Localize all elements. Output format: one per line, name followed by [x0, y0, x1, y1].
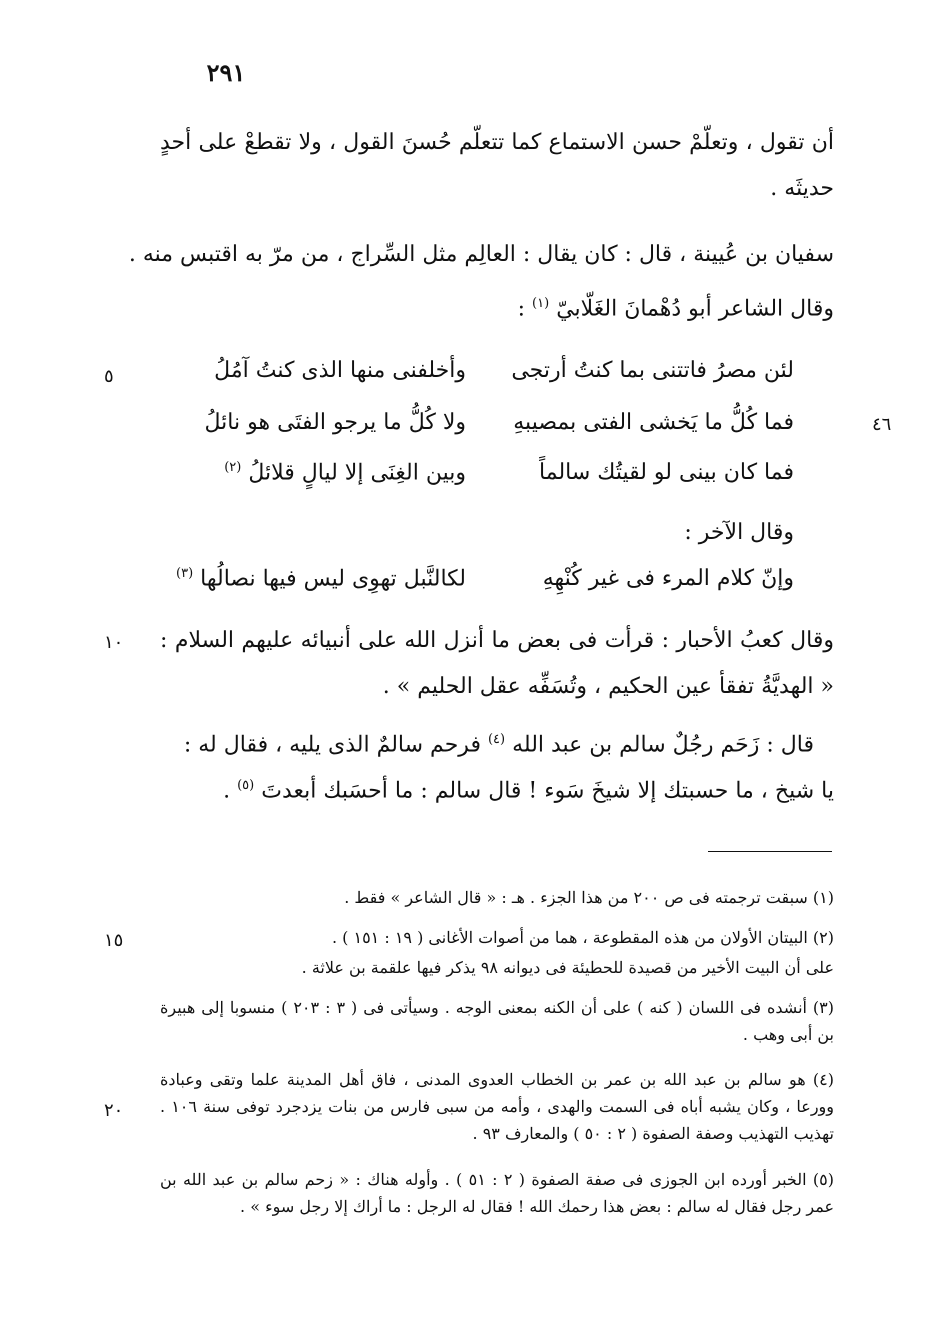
poet-intro-text: وقال الشاعر أبو دُهْمانَ الغَلّابيّ [556, 296, 834, 322]
paragraph-4-end: . [223, 778, 231, 804]
verse-3-left [224, 460, 466, 485]
verse-3-right: فما كان بينى لو لقيتُك سالماً [539, 460, 794, 485]
footnote-ref: (١) [532, 296, 550, 311]
verse-2-left: ولا كُلُّ ما يرجو الفتَى هو نائلُ [204, 410, 466, 435]
footnote-4: (٤) هو سالم بن عبد الله بن عمر بن الخطاب العدوى المدنى ، فاق أهل المدينة علما وتقى وعبادة وورعا ، وكان يشبه أباه فى السمت والهدى ، وأمه من سبى فارس من بنات يزدجرد توفى سنة ١٠٦ . تهذيب التهذيب وصفة الصفوة ( ٢ : ٥٠ ) والمعارف ٩٣ . [160, 1070, 835, 1143]
footnote-1: (١) سبقت ترجمته فى ص ٢٠٠ من هذا الجزء . هـ : « قال الشاعر » فقط . [344, 888, 834, 907]
paragraph-4-text-c: يا شيخ ، ما حسبتك إلا شيخَ سَوء ! قال سالم : ما أحسَبك أبعدتَ [261, 778, 834, 804]
verse-4-left [176, 566, 466, 591]
verse-4-right: وإنّ كلام المرء فى غير كُنْهِهِ [542, 566, 794, 591]
paragraph-4-line-2 [223, 778, 834, 803]
margin-line-number: ٢٠ [104, 1100, 124, 1121]
footnote-divider [708, 851, 832, 852]
poet-intro-2: وقال الآخر : [684, 520, 794, 545]
paragraph-2: سفيان بن عُيينة ، قال : كان يقال : العالِم مثل السِّراج ، من مرّ به اقتبس منه . [128, 242, 834, 267]
verse-1-left: وأخلفنى منها الذى كنتُ آمُلُ [214, 358, 466, 383]
footnote-ref: (٤) [487, 732, 506, 747]
verse-1-right: لئن مصرُ فاتتنى بما كنتُ أرتجى [511, 358, 794, 383]
poet-intro-1 [518, 296, 834, 321]
paragraph-4-text-a: قال : زَحَم رجُلٌ سالم بن عبد الله [512, 732, 814, 758]
footnote-2-continued: على أن البيت الأخير من قصيدة للحطيئة فى ديوانه ٩٨ يذكر فيها علقمة بن علاثة . [301, 958, 834, 977]
paragraph-1: أن تقول ، وتعلّمْ حسن الاستماع كما تتعلّم حُسنَ القول ، ولا تقطعْ على أحدٍ حديثَه . [160, 130, 834, 201]
verse-4-left-text: لكالنَّبل تهوِى ليس فيها نصالُها [200, 566, 466, 592]
margin-line-number: ١٥ [104, 930, 124, 951]
verse-3-left-text: وبين الغِنَى إلا ليالٍ قلائلُ [248, 460, 466, 486]
footnote-3: (٣) أنشده فى اللسان ( كنه ) على أن الكنه بمعنى الوجه . وسيأتى فى ( ٣ : ٢٠٣ ) منسوبا إلى هبيرة بن أبى وهب . [160, 998, 835, 1044]
margin-line-number: ٥ [104, 366, 114, 387]
verse-2-right: فما كُلُّ ما يَخشى الفتى بمصيبهِ [513, 410, 794, 435]
footnote-ref: (٢) [224, 460, 242, 475]
paragraph-4-text-b: فرحم سالمٌ الذى يليه ، فقال له : [183, 732, 481, 758]
footnote-ref: (٥) [237, 778, 255, 793]
footnote-5: (٥) الخبر أورده ابن الجوزى فى صفة الصفوة ( ٢ : ٥١ ) . وأوله هناك : « زحم سالم بن عبد الله بن عمر رجل فقال له سالم : بعض هذا رحمك الله ! فقال له الرجل : ما أراك إلا رجل سوء » . [160, 1170, 835, 1216]
paragraph-3: وقال كعبُ الأحبار : قرأت فى بعض ما أنزل الله على أنبيائه عليهم السلام : « الهديَّةُ تفقأ عين الحكيم ، وتُسَفِّه عقل الحليم » . [160, 628, 834, 699]
colon: : [517, 296, 526, 322]
footnote-ref: (٣) [176, 566, 194, 581]
margin-reference: ٤٦ [872, 414, 892, 435]
footnote-2: (٢) البيتان الأولان من هذه المقطوعة ، هما من أصوات الأغانى ( ١٩ : ١٥١ ) . [331, 928, 834, 947]
margin-line-number: ١٠ [104, 632, 124, 653]
page-number: ٢٩١ [206, 58, 246, 87]
paragraph-4-line-1 [184, 732, 814, 757]
